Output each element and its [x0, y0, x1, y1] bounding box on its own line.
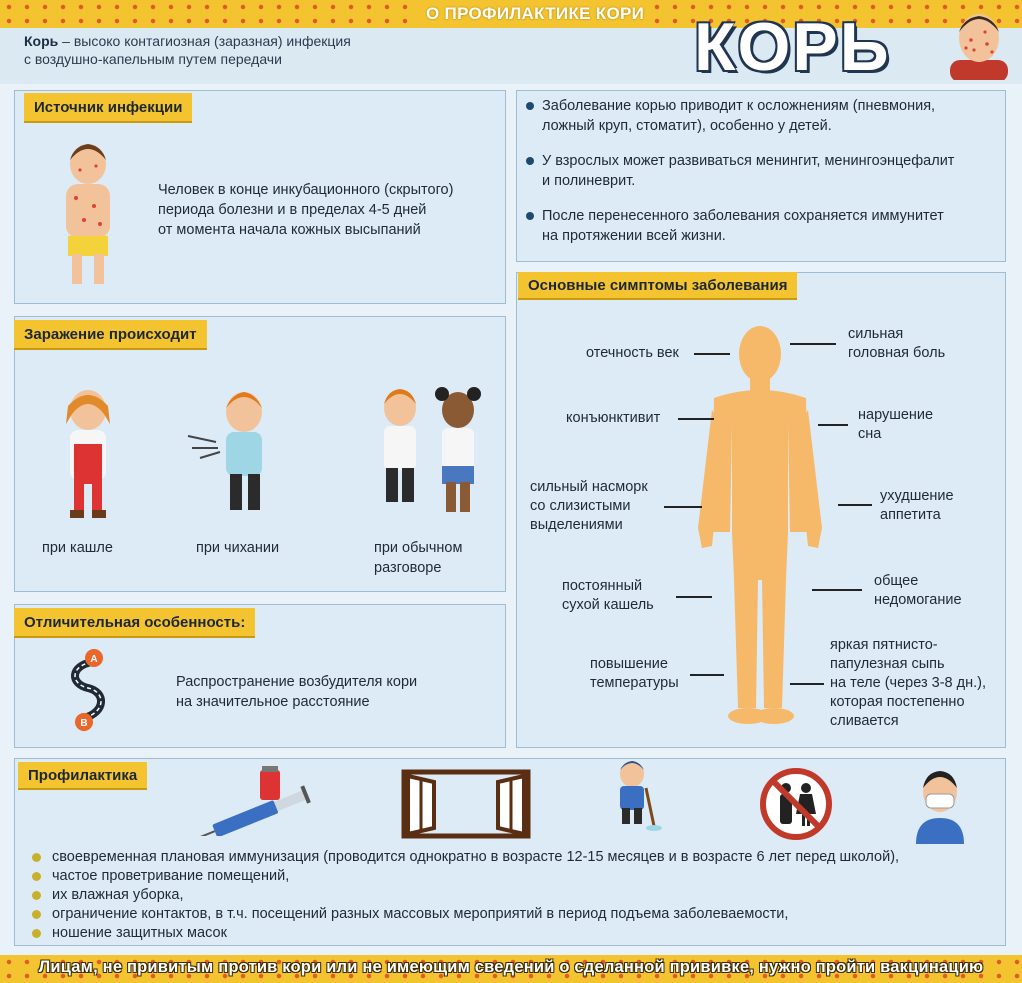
source-line-2: периода болезни и в пределах 4-5 дней	[158, 202, 427, 218]
intro-rest: – высоко контагиозная (заразная) инфекция	[58, 33, 351, 49]
symptom-headache: сильная головная боль	[848, 326, 946, 361]
feature-text: Распространение возбудителя кори на значительное расстояние	[176, 674, 418, 710]
source-text	[158, 180, 453, 240]
infection-label: Заражение происходит	[14, 320, 207, 350]
complications-list	[526, 96, 1000, 246]
symptom-appetite: ухудшение аппетита	[880, 488, 954, 523]
prevention-item: своевременная плановая иммунизация (проводится однократно в возрасте 12-15 месяцев и в возрасте 6 лет перед школой),	[30, 848, 899, 867]
marker-b: B	[80, 718, 88, 729]
pointer-line	[690, 674, 724, 676]
human-body-figure	[692, 318, 828, 730]
syringe-icon	[190, 766, 320, 836]
prevention-item: их влажная уборка,	[30, 886, 899, 905]
symptom-temperature: повышение температуры	[590, 656, 679, 691]
feature-label: Отличительная особенность:	[14, 608, 255, 638]
pointer-line	[818, 424, 848, 426]
symptom-rash: яркая пятнисто- папулезная сыпь на теле (через 3-8 дн.), которая постепенно сливается	[830, 637, 986, 729]
coughing-girl-icon	[48, 384, 128, 524]
talking-children-icon	[372, 384, 492, 524]
pointer-line	[694, 353, 730, 355]
intro-bold: Корь	[24, 33, 59, 49]
prevention-item: ношение защитных масок	[30, 924, 899, 943]
way-cough: при кашле	[42, 540, 113, 556]
no-crowds-icon	[758, 766, 834, 842]
big-title: КОРЬ	[694, 9, 891, 85]
cleaning-child-icon	[606, 758, 662, 832]
way-talk-2: разговоре	[374, 560, 442, 576]
pointer-line	[812, 589, 862, 591]
top-title: О ПРОФИЛАКТИКЕ КОРИ	[418, 2, 652, 26]
source-line-1: Человек в конце инкубационного (скрытого)	[158, 182, 454, 198]
intro-line2: с воздушно-капельным путем передачи	[24, 51, 282, 67]
source-label: Источник инфекции	[24, 93, 192, 123]
prevention-list	[30, 848, 899, 943]
symptom-malaise: общее недомогание	[874, 573, 962, 608]
pointer-line	[664, 506, 702, 508]
footer-text: Лицам, не привитым против кори или не имеющим сведений о сделанной прививке, нужно пройти вакцинацию	[38, 958, 984, 976]
complication-item: У взрослых может развиваться менингит, менингоэнцефалит и полиневрит.	[526, 151, 1000, 191]
prevention-label: Профилактика	[18, 762, 147, 790]
source-line-3: от момента начала кожных высыпаний	[158, 222, 421, 238]
pointer-line	[678, 418, 714, 420]
symptom-runny-nose: сильный насморк со слизистыми выделениями	[530, 479, 648, 533]
intro-text	[24, 32, 424, 68]
sneezing-boy-icon	[186, 386, 286, 522]
marker-a: A	[90, 654, 98, 665]
complication-item: После перенесенного заболевания сохраняется иммунитет на протяжении всей жизни.	[526, 206, 1000, 246]
way-sneeze: при чихании	[196, 540, 280, 556]
prevention-item: ограничение контактов, в т.ч. посещений разных массовых мероприятий в период подъема заболеваемости,	[30, 905, 899, 924]
symptom-eyelids: отечность век	[586, 345, 679, 361]
symptom-sleep: нарушение сна	[858, 407, 934, 442]
complication-item: Заболевание корью приводит к осложнениям (пневмония, ложный круп, стоматит), особенно у детей.	[526, 96, 1000, 136]
pointer-line	[790, 343, 836, 345]
symptoms-label: Основные симптомы заболевания	[518, 272, 797, 300]
symptom-cough: постоянный сухой кашель	[562, 578, 654, 613]
route-icon	[62, 648, 112, 734]
pointer-line	[790, 683, 824, 685]
prevention-item: частое проветривание помещений,	[30, 867, 899, 886]
pointer-line	[676, 596, 712, 598]
sick-child-icon	[52, 136, 124, 296]
masked-person-icon	[912, 764, 968, 844]
way-talk-1: при обычном	[374, 540, 463, 556]
open-window-icon	[400, 768, 532, 840]
pointer-line	[838, 504, 872, 506]
sick-person-icon	[944, 6, 1014, 80]
symptom-conjunctivitis: конъюнктивит	[566, 410, 661, 426]
